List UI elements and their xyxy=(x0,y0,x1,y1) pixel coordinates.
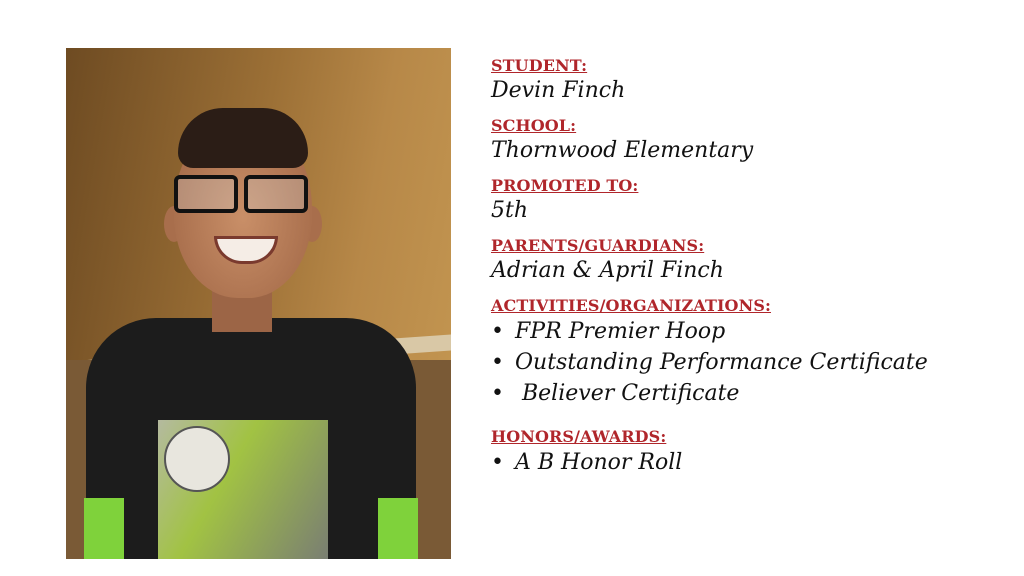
bullet: • xyxy=(491,381,504,406)
glasses xyxy=(174,175,308,209)
list-item xyxy=(491,378,991,409)
shirt-print-ball xyxy=(164,426,230,492)
activity-text: Believer Certificate xyxy=(515,381,740,406)
honors-label: HONORS/AWARDS: xyxy=(491,427,667,446)
list-item xyxy=(491,447,991,478)
activity-text: Outstanding Performance Certificate xyxy=(515,350,928,375)
activities-label: ACTIVITIES/ORGANIZATIONS: xyxy=(491,296,771,315)
honors-list xyxy=(491,447,991,478)
promoted-grade: 5th xyxy=(491,198,529,223)
hair xyxy=(178,108,308,168)
student-photo xyxy=(66,48,451,559)
parents-label: PARENTS/GUARDIANS: xyxy=(491,236,705,255)
bullet: • xyxy=(491,450,504,475)
activity-text: FPR Premier Hoop xyxy=(515,319,726,344)
bullet: • xyxy=(491,319,504,344)
school-name: Thornwood Elementary xyxy=(491,138,754,163)
list-item xyxy=(491,316,991,347)
sleeve-right xyxy=(378,498,418,559)
activities-list xyxy=(491,316,991,409)
student-name: Devin Finch xyxy=(491,78,626,103)
promoted-label: PROMOTED TO: xyxy=(491,176,639,195)
list-item xyxy=(491,347,991,378)
parents-names: Adrian & April Finch xyxy=(491,258,724,283)
bullet: • xyxy=(491,350,504,375)
honor-text: A B Honor Roll xyxy=(515,450,683,475)
student-info xyxy=(491,56,991,488)
school-label: SCHOOL: xyxy=(491,116,577,135)
student-label: STUDENT: xyxy=(491,56,588,75)
sleeve-left xyxy=(84,498,124,559)
